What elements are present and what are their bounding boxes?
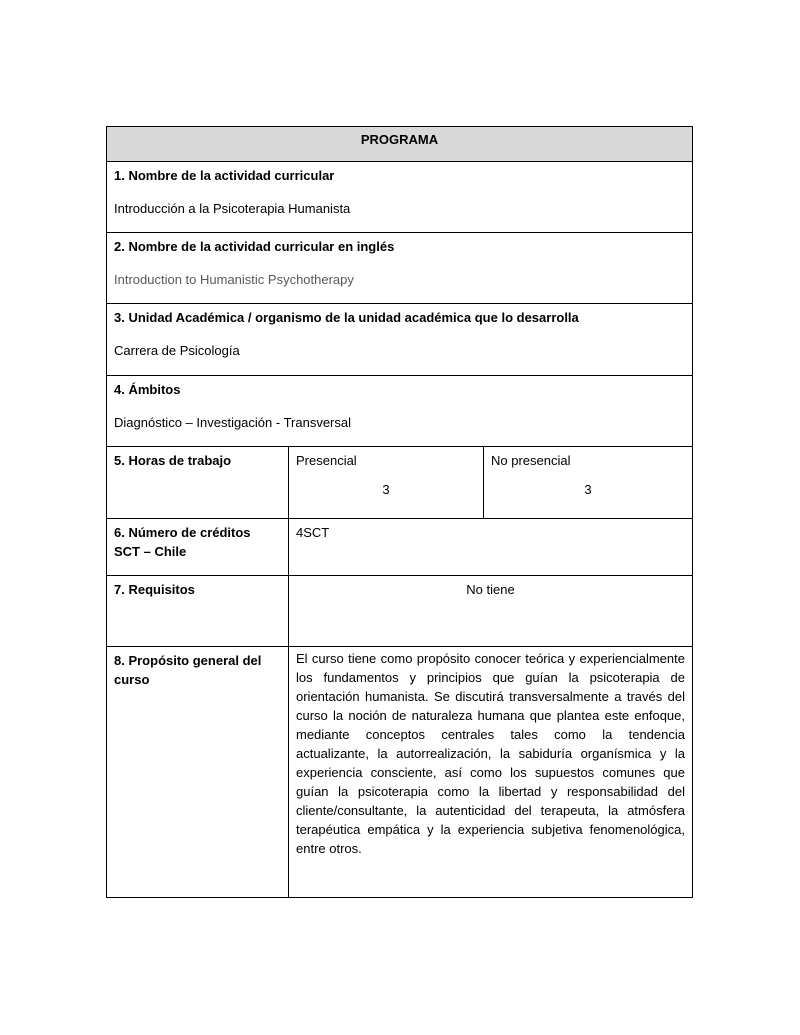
- table-title: PROGRAMA: [107, 127, 693, 162]
- section-label: 2. Nombre de la actividad curricular en inglés: [114, 239, 395, 254]
- credits-value: 4SCT: [289, 519, 693, 576]
- section-label: 1. Nombre de la actividad curricular: [114, 168, 335, 183]
- section-value: Carrera de Psicología: [114, 343, 240, 358]
- section-value: Introduction to Humanistic Psychotherapy: [114, 272, 354, 287]
- credits-label-line2: SCT – Chile: [114, 544, 187, 559]
- requirements-label: 7. Requisitos: [107, 576, 289, 647]
- credits-label: [107, 519, 289, 576]
- presencial-label: Presencial: [296, 453, 357, 468]
- section-activity-name: [107, 162, 693, 233]
- section-label: 3. Unidad Académica / organismo de la unidad académica que lo desarrolla: [114, 310, 579, 325]
- requirements-value: No tiene: [289, 576, 693, 647]
- presencial-cell: [289, 447, 484, 519]
- section-academic-unit: [107, 304, 693, 376]
- no-presencial-value: 3: [584, 482, 592, 497]
- purpose-value: El curso tiene como propósito conocer teórica y experiencialmente los fundamentos y principios que guían la psicoterapia de orientación humanista. Se discutirá transversalmente a través del curso la noción de naturaleza humana que plantea este enfoque, mediante conceptos centrales tales como la tendencia actualizante, la autorrealización, la sabiduría organísmica y la experiencia consciente, así como los supuestos comunes que guían la psicoterapia como la libertad y responsabilidad del cliente/consultante, la autenticidad del terapeuta, la atmósfera terapéutica empática y la experiencia subjetiva fenomenológica, entre otros.: [289, 647, 693, 898]
- credits-label-line1: 6. Número de créditos: [114, 525, 251, 540]
- no-presencial-cell: [484, 447, 693, 519]
- section-label: 4. Ámbitos: [114, 382, 181, 397]
- no-presencial-label: No presencial: [491, 453, 571, 468]
- presencial-value: 3: [382, 482, 390, 497]
- section-activity-name-english: [107, 233, 693, 304]
- program-table: [106, 126, 693, 898]
- section-value: Introducción a la Psicoterapia Humanista: [114, 201, 351, 216]
- section-value: Diagnóstico – Investigación - Transversal: [114, 415, 352, 430]
- work-hours-label: 5. Horas de trabajo: [107, 447, 289, 519]
- purpose-label: 8. Propósito general del curso: [107, 647, 289, 898]
- section-scopes: [107, 376, 693, 447]
